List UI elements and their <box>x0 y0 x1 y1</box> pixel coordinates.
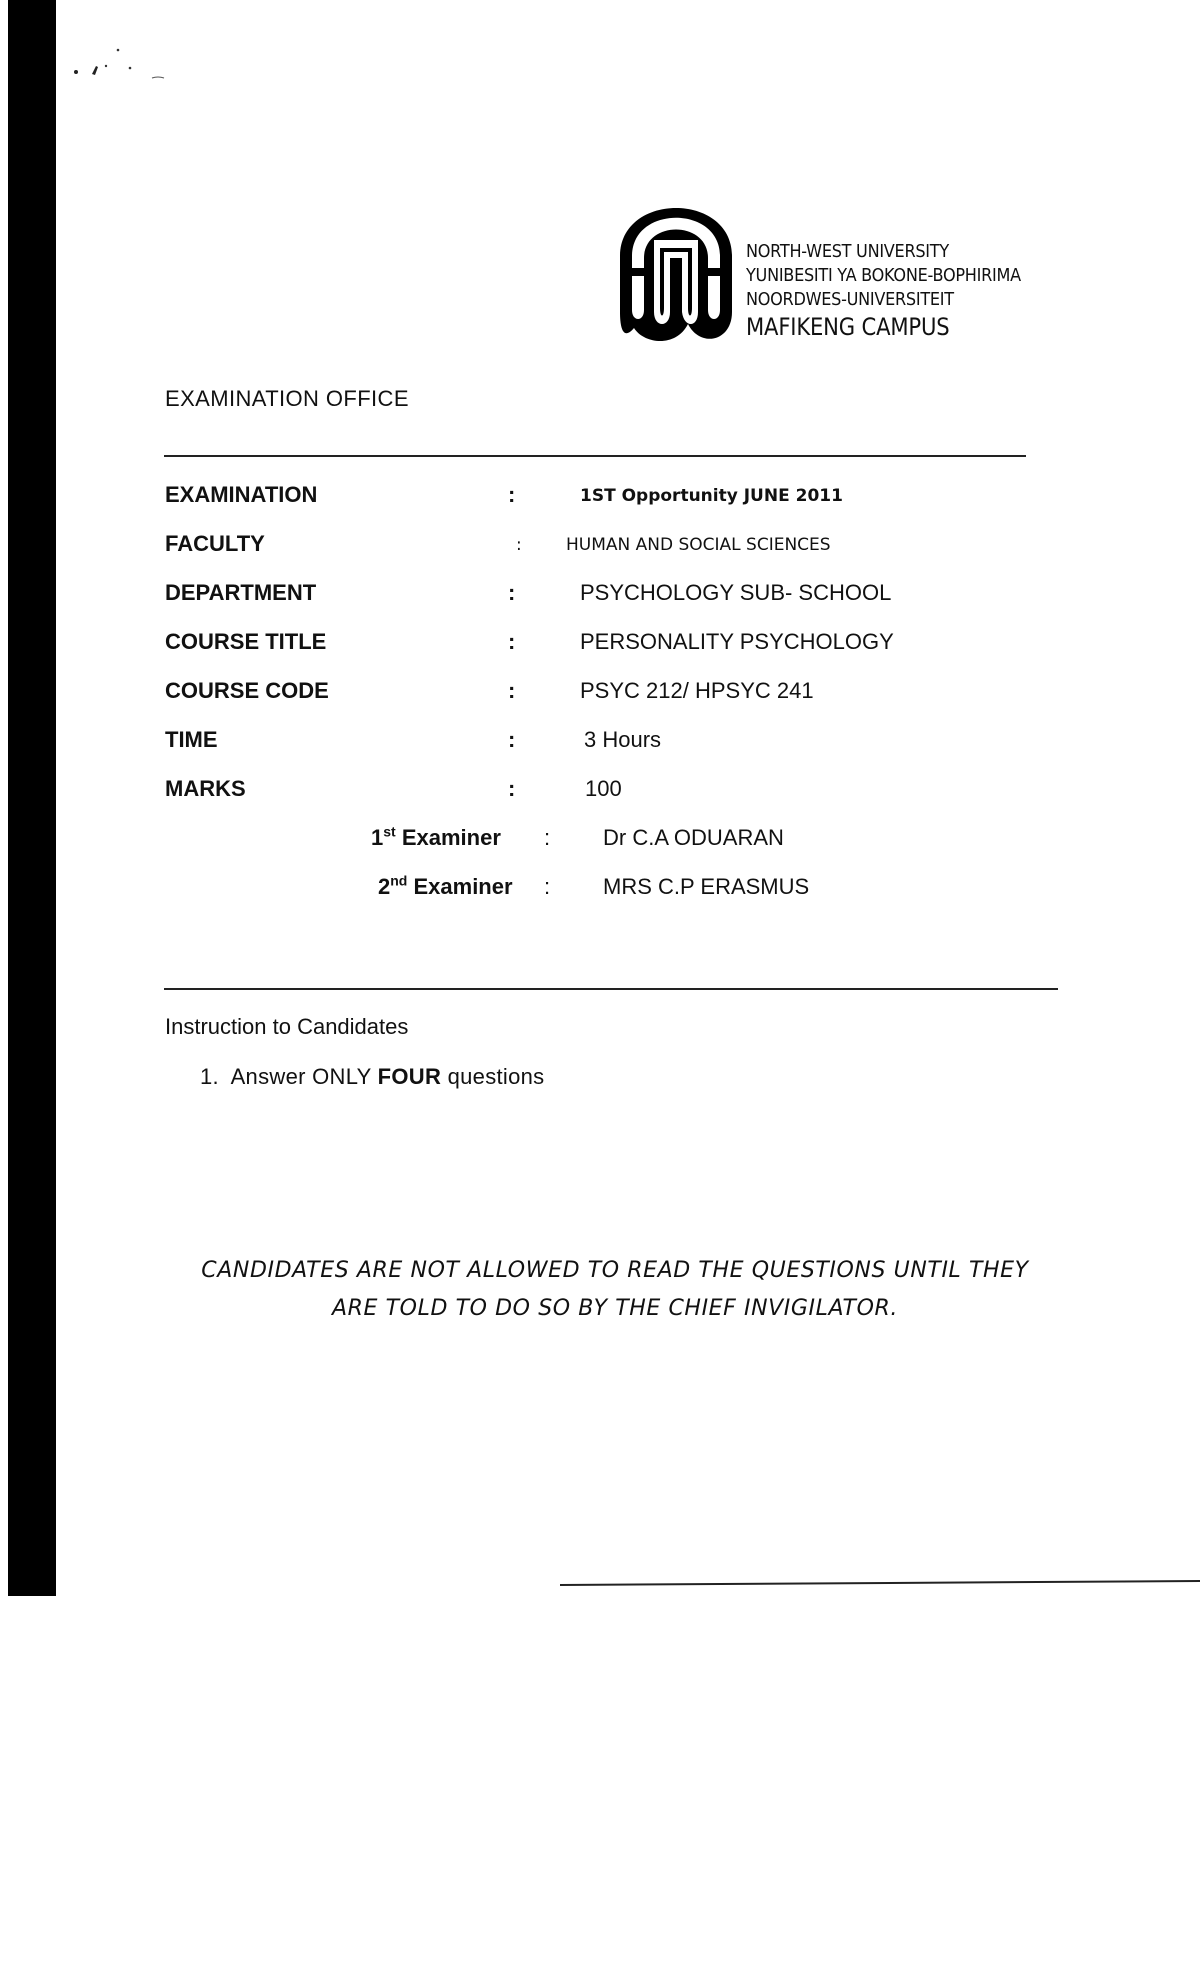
field-label: MARKS <box>165 776 246 801</box>
instruction-text-pre: Answer ONLY <box>230 1064 372 1089</box>
field-value: PSYC 212/ HPSYC 241 <box>580 678 814 703</box>
warning-line-1: CANDIDATES ARE NOT ALLOWED TO READ THE QUESTIONS UNTIL THEY <box>201 1258 1029 1283</box>
examiner-label-text: Examiner <box>413 874 513 899</box>
examiner-colon: : <box>544 825 551 850</box>
instruction-number: 1. <box>200 1064 219 1089</box>
field-label: COURSE CODE <box>165 678 329 703</box>
invigilator-warning <box>160 1252 1070 1328</box>
field-label: EXAMINATION <box>165 482 318 507</box>
university-line-af: NOORDWES-UNIVERSITEIT <box>746 290 954 310</box>
field-label: TIME <box>165 727 218 752</box>
examiner-label-text: Examiner <box>401 825 501 850</box>
field-colon: : <box>508 678 516 703</box>
university-name-block <box>746 240 1045 342</box>
instructions-title: Instruction to Candidates <box>165 1014 409 1039</box>
examiner-name: Dr C.A ODUARAN <box>603 825 784 850</box>
examiner-label <box>371 825 501 851</box>
field-label: FACULTY <box>165 531 265 556</box>
field-label: DEPARTMENT <box>165 580 317 605</box>
campus-name: MAFIKENG CAMPUS <box>746 313 950 341</box>
field-value: 3 Hours <box>584 727 662 752</box>
divider-top <box>164 455 1026 457</box>
examiner-colon: : <box>544 874 551 899</box>
examiner-ordinal-suffix: nd <box>390 872 408 889</box>
divider-middle <box>164 988 1058 990</box>
scan-specks <box>72 46 182 86</box>
examiner-ordinal-number: 2 <box>378 874 391 899</box>
warning-line-2: ARE TOLD TO DO SO BY THE CHIEF INVIGILATOR. <box>332 1296 898 1321</box>
field-colon: : <box>508 776 516 801</box>
examiner-name: MRS C.P ERASMUS <box>603 874 810 899</box>
field-colon: : <box>508 580 516 605</box>
scan-edge-bar <box>8 0 56 1596</box>
field-value: 1ST Opportunity JUNE 2011 <box>580 486 843 506</box>
field-colon: : <box>508 482 516 507</box>
office-heading: EXAMINATION OFFICE <box>165 386 409 411</box>
field-value: PSYCHOLOGY SUB- SCHOOL <box>580 580 892 605</box>
field-colon: : <box>508 727 516 752</box>
instruction-item <box>200 1064 545 1090</box>
examiner-ordinal-number: 1 <box>371 825 384 850</box>
scan-bottom-rule <box>560 1580 1200 1586</box>
university-logo <box>620 200 732 346</box>
university-line-en: NORTH-WEST UNIVERSITY <box>746 242 949 262</box>
field-value: HUMAN AND SOCIAL SCIENCES <box>566 535 831 555</box>
field-value: 100 <box>585 776 622 801</box>
field-colon: : <box>516 535 522 555</box>
instruction-text-post: questions <box>447 1064 545 1089</box>
field-colon: : <box>508 629 516 654</box>
field-value: PERSONALITY PSYCHOLOGY <box>580 629 894 654</box>
examiner-ordinal-suffix: st <box>383 823 396 840</box>
university-line-tn: YUNIBESITI YA BOKONE-BOPHIRIMA <box>746 266 1021 286</box>
examiner-label <box>378 874 513 900</box>
instruction-text-bold: FOUR <box>377 1064 442 1089</box>
field-label: COURSE TITLE <box>165 629 327 654</box>
